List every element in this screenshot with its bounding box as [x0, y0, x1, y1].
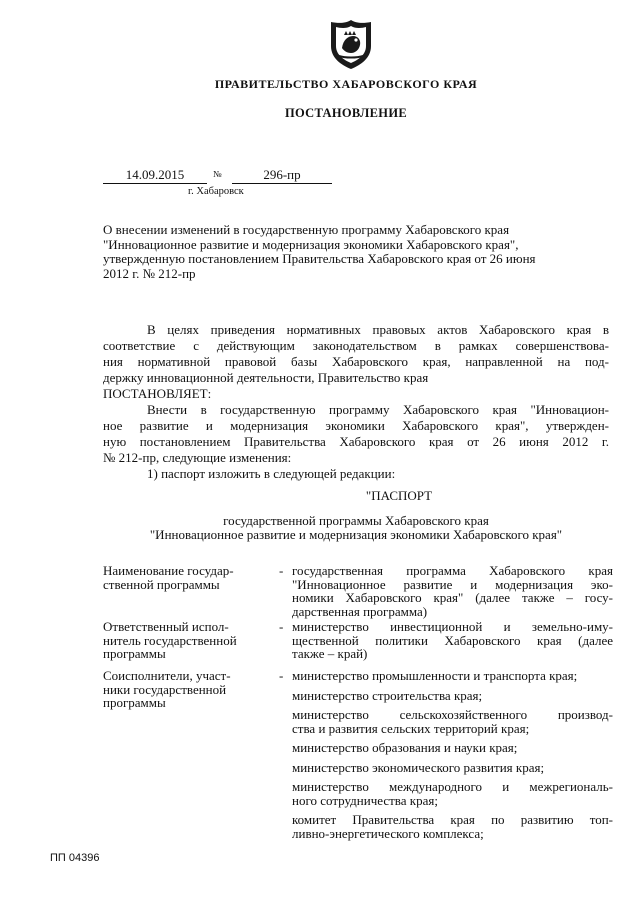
value-line: щественной политики Хабаровского края (далее: [292, 632, 613, 648]
label-line: программы: [103, 695, 166, 710]
preamble-line: ния нормативной правовой базы Хабаровского края, направленной на под-: [103, 354, 609, 369]
row-dash: -: [279, 619, 284, 634]
value-item: [292, 780, 613, 807]
value-line: министерство международного и межрегиональ-: [292, 779, 613, 794]
passport-row-responsible: [103, 620, 613, 669]
label-line: Ответственный испол-: [103, 619, 229, 634]
row-label: [103, 564, 263, 591]
value-line: государственная программа Хабаровского края: [292, 563, 613, 578]
coat-of-arms-emblem: [327, 18, 375, 70]
value-line: ного сотрудничества края;: [292, 792, 438, 808]
value-line: комитет Правительства края по развитию топ-: [292, 812, 613, 827]
label-line: программы: [103, 646, 166, 661]
value-line: министерство инвестиционной и земельно-иму-: [292, 619, 613, 634]
resolves-word: ПОСТАНОВЛЯЕТ:: [103, 386, 212, 401]
subject-line: утвержденную постановлением Правительства Хабаровского края от 26 июня: [103, 251, 536, 267]
value-item: [292, 813, 613, 840]
preamble-line: соответствие с действующим законодательством в рамках совершенствова-: [103, 338, 609, 353]
passport-subtitle: государственной программы Хабаровского края: [223, 513, 489, 528]
value-item: [292, 669, 613, 683]
registration-block: [103, 166, 333, 200]
value-item: [292, 620, 613, 661]
preamble: [103, 322, 609, 482]
row-dash: -: [279, 563, 284, 578]
value-item: [292, 689, 613, 703]
item-line: ную постановлением Правительства Хабаровского края от 26 июня 2012 г.: [103, 434, 609, 449]
subject-line: О внесении изменений в государственную программу Хабаровского края: [103, 222, 510, 237]
passport-heading: [103, 488, 609, 542]
document-number: 296-пр: [232, 166, 332, 184]
value-line: министерство экономического развития края;: [292, 759, 545, 775]
row-label: [103, 620, 263, 661]
value-item: [292, 708, 613, 735]
value-line: также – край): [292, 646, 368, 661]
document-date: 14.09.2015: [103, 166, 207, 184]
label-line: ники государственной: [103, 681, 227, 697]
value-line: министерство образования и науки края;: [292, 740, 518, 755]
value-line: ливно-энергетического комплекса;: [292, 825, 484, 841]
value-line: номики Хабаровского края" (далее также – госу-: [292, 590, 613, 605]
value-item: [292, 741, 613, 755]
label-line: Наименование государ-: [103, 563, 234, 578]
value-line: министерство сельскохозяйственного производ-: [292, 707, 613, 722]
value-line: "Инновационное развитие и модернизация эко-: [292, 576, 613, 592]
subitem-line: 1) паспорт изложить в следующей редакции:: [147, 466, 396, 481]
value-line: министерство промышленности и транспорта края;: [292, 668, 578, 683]
label-line: Соисполнители, участ-: [103, 668, 231, 683]
government-title: ПРАВИТЕЛЬСТВО ХАБАРОВСКОГО КРАЯ: [214, 77, 478, 91]
value-line: дарственная программа): [292, 603, 428, 619]
item-line: Внести в государственную программу Хабаровского края "Инновацион-: [147, 402, 609, 417]
item-line: ное развитие и модернизация экономики Хабаровского края", утвержден-: [103, 418, 609, 433]
row-dash: -: [279, 668, 284, 683]
passport-row-coexecutors: [103, 669, 613, 840]
preamble-line: держку инновационной деятельности, Правительство края: [103, 370, 429, 385]
item-line: № 212-пр, следующие изменения:: [103, 450, 292, 465]
passport-program-name: "Инновационное развитие и модернизация экономики Хабаровского края": [149, 527, 563, 542]
passport-table: [103, 564, 613, 846]
passport-title: "ПАСПОРТ: [365, 488, 433, 503]
document-subject: [103, 223, 608, 281]
row-values: [292, 620, 613, 661]
document-type: ПОСТАНОВЛЕНИЕ: [284, 106, 407, 120]
label-line: ственной программы: [103, 576, 220, 592]
value-item: [292, 761, 613, 775]
subject-line: "Инновационное развитие и модернизация экономики Хабаровского края",: [103, 236, 519, 252]
document-code: ПП 04396: [50, 852, 100, 864]
subject-line: 2012 г. № 212-пр: [103, 265, 196, 281]
value-line: ства и развития сельских территорий края;: [292, 720, 530, 736]
row-values: [292, 669, 613, 840]
preamble-line: В целях приведения нормативных правовых актов Хабаровского края в: [147, 322, 609, 337]
value-item: [292, 564, 613, 618]
row-values: [292, 564, 613, 618]
label-line: нитель государственной: [103, 632, 237, 648]
number-sign: №: [213, 169, 222, 179]
row-label: [103, 669, 263, 710]
city-name: г. Хабаровск: [188, 186, 244, 197]
value-line: министерство строительства края;: [292, 687, 483, 703]
passport-row-name: [103, 564, 613, 620]
